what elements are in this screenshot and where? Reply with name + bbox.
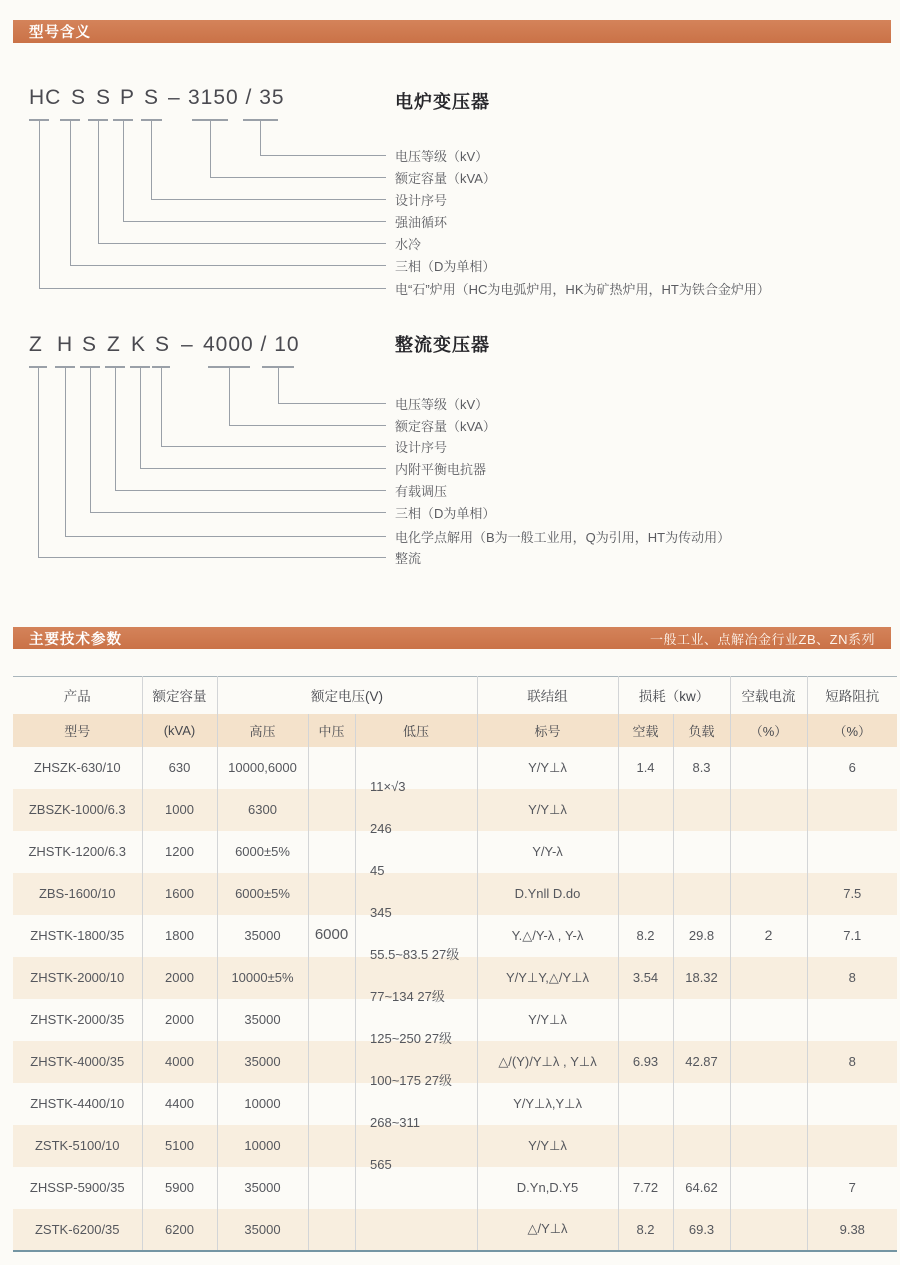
noload-cell [618,999,673,1041]
model-code-part: Z [107,333,121,356]
spec-label: 设计序号 [395,193,448,208]
impedance-cell: 8 [848,1054,856,1069]
mv-cell [308,999,355,1041]
spec-label: 电化学点解用（B为一般工业用，Q为引用，HT为传动用） [395,530,731,545]
current-cell [730,831,807,873]
lv-value: 55.5~83.5 27级 [370,947,460,962]
subheader-model: 型号 [13,714,142,747]
model-code-part: K [131,333,147,356]
current-cell [730,1209,807,1251]
group-cell: D.Yn,D.Y5 [477,1167,618,1209]
model-cell: ZHSTK-2000/10 [13,957,142,999]
impedance-cell: 9.38 [839,1221,865,1237]
model-code-part: S [144,86,160,109]
hv-cell: 35000 [217,915,308,957]
mv-cell [308,747,355,789]
header-noload-current: 空载电流 [730,677,807,714]
model-cell: ZHSTK-4400/10 [13,1083,142,1125]
subheader-load: 负载 [673,714,730,747]
spec-label: 强油循环 [395,215,448,230]
kva-cell: 1200 [142,831,217,873]
header-group: 联结组 [477,677,618,714]
lv-value: 45 [370,863,385,878]
hv-cell: 6300 [217,789,308,831]
load-cell [673,999,730,1041]
load-cell: 29.8 [673,915,730,957]
model-cell: ZHSSP-5900/35 [13,1167,142,1209]
subheader-lv: 低压 [355,714,477,747]
series-note: 一般工业、点解冶金行业ZB、ZN系列 [650,631,875,647]
hv-cell: 35000 [217,999,308,1041]
model-cell: ZHSZK-630/10 [13,747,142,789]
kva-cell: 4000 [142,1041,217,1083]
impedance-cell [807,1083,897,1125]
subheader-mv: 中压 [308,714,355,747]
merged-low-voltage-list [355,766,477,1186]
model-code-part: HC [29,86,62,109]
load-cell [673,1125,730,1167]
subheader-hv: 高压 [217,714,308,747]
current-cell [730,1125,807,1167]
group-cell: Y/Y⊥λ [477,1125,618,1167]
kva-cell: 2000 [142,999,217,1041]
current-cell [730,1041,807,1083]
model-code-part: S [155,333,171,356]
impedance-cell: 8 [848,970,856,985]
model-cell: ZSTK-6200/35 [13,1209,142,1251]
model-code-part: – [181,333,194,356]
group-cell: Y.△/Y-λ , Y-λ [477,915,618,957]
current-cell [730,957,807,999]
hv-cell: 35000 [217,1209,308,1251]
spec-label: 额定容量（kVA） [395,171,496,186]
kva-cell: 1600 [142,873,217,915]
section-title: 型号含义 [29,25,91,41]
diagram-title: 电炉变压器 [395,92,490,112]
noload-cell [618,1083,673,1125]
group-cell: △/Y⊥λ [477,1209,618,1251]
spec-label: 内附平衡电抗器 [395,462,487,477]
spec-label: 电“石”炉用（HC为电弧炉用，HK为矿热炉用，HT为铁合金炉用） [395,282,770,297]
noload-cell [618,1125,673,1167]
model-code-part: S [71,86,87,109]
group-cell: Y/Y⊥λ [477,747,618,789]
impedance-cell: 7.1 [843,928,862,943]
connector-line [39,120,386,289]
kva-cell: 4400 [142,1083,217,1125]
kva-cell: 630 [142,747,217,789]
group-cell: Y/Y⊥λ [477,789,618,831]
current-cell [730,747,807,789]
load-cell [673,831,730,873]
mv-cell [308,873,355,915]
group-cell: Y/Y-λ [477,831,618,873]
spec-label: 电压等级（kV） [395,149,489,164]
lv-value: 345 [370,905,392,920]
mv-cell [308,1167,355,1209]
lv-value: 125~250 27级 [370,1031,453,1046]
diagram-title: 整流变压器 [395,335,490,355]
spec-label: 三相（D为单相） [395,506,496,521]
hv-cell: 35000 [217,1041,308,1083]
lv-cell [355,1209,477,1251]
header-product: 产品 [13,677,142,714]
noload-cell [618,873,673,915]
load-cell: 64.62 [673,1167,730,1209]
subheader-impedance-pct: （%） [807,714,897,747]
table-row [13,1209,897,1251]
spec-label: 设计序号 [395,440,448,455]
noload-cell: 8.2 [618,915,673,957]
mv-cell [308,1083,355,1125]
model-code-part: P [120,86,136,109]
group-cell: △/(Y)/Y⊥λ , Y⊥λ [477,1041,618,1083]
kva-cell: 5100 [142,1125,217,1167]
group-cell: Y/Y⊥λ [477,999,618,1041]
impedance-cell [807,999,897,1041]
subheader-current-pct: （%） [730,714,807,747]
header-impedance: 短路阻抗 [825,689,880,705]
noload-cell: 7.72 [618,1167,673,1209]
impedance-cell [807,831,897,873]
noload-cell: 3.54 [618,957,673,999]
merged-noload-current-value: 2 [764,927,773,943]
model-code-part: H [57,333,74,356]
impedance-cell: 7.5 [843,886,862,901]
spec-label: 额定容量（kVA） [395,419,496,434]
hv-cell: 10000 [217,1083,308,1125]
lv-value: 246 [370,821,392,836]
spec-label: 水冷 [395,237,422,252]
model-code-part: 4000 / 10 [203,333,300,356]
mv-cell [308,1125,355,1167]
model-code-part: 3150 / 35 [188,86,285,109]
spec-label: 有载调压 [395,484,448,499]
lv-value: 565 [370,1157,392,1172]
hv-cell: 10000±5% [217,957,308,999]
current-cell [730,1167,807,1209]
spec-table-wrap [13,676,897,1252]
group-cell: Y/Y⊥λ,Y⊥λ [477,1083,618,1125]
spec-label: 三相（D为单相） [395,259,496,274]
lv-value: 100~175 27级 [370,1073,453,1088]
load-cell: 69.3 [673,1209,730,1251]
model-cell: ZHSTK-4000/35 [13,1041,142,1083]
mv-cell [308,1209,355,1251]
kva-cell: 5900 [142,1167,217,1209]
hv-cell: 35000 [217,1167,308,1209]
hv-cell: 6000±5% [217,831,308,873]
noload-cell: 6.93 [618,1041,673,1083]
noload-cell: 8.2 [618,1209,673,1251]
subheader-noload: 空载 [618,714,673,747]
impedance-cell [807,789,897,831]
impedance-cell: 7 [848,1180,856,1195]
header-voltage: 额定电压(V) [217,677,477,714]
current-cell [730,999,807,1041]
noload-cell [618,831,673,873]
lv-value: 268~311 [370,1115,421,1130]
noload-cell: 1.4 [618,747,673,789]
hv-cell: 10000,6000 [217,747,308,789]
hv-cell: 10000 [217,1125,308,1167]
impedance-cell: 6 [848,760,856,775]
load-cell [673,789,730,831]
model-cell: ZHSTK-1200/6.3 [13,831,142,873]
group-cell: Y/Y⊥Y,△/Y⊥λ [477,957,618,999]
mv-cell [308,957,355,999]
section-title: 主要技术参数 [29,631,122,648]
current-cell [730,873,807,915]
hv-cell: 6000±5% [217,873,308,915]
connector-line [38,367,386,558]
header-kva: 额定容量 [142,677,217,714]
load-cell: 18.32 [673,957,730,999]
header-loss: 损耗（kw） [618,677,730,714]
model-cell: ZHSTK-1800/35 [13,915,142,957]
section-bar-parameters [13,627,891,649]
mv-cell [308,831,355,873]
section-bar-model-meaning [13,20,891,43]
group-cell: D.Ynll D.do [477,873,618,915]
spec-label: 整流 [395,551,422,566]
table-subheader-row [13,714,897,747]
model-code-part: S [96,86,112,109]
model-code-part: – [168,86,181,109]
model-code-part: S [82,333,98,356]
kva-cell: 1000 [142,789,217,831]
model-code-part: Z [29,333,43,356]
load-cell [673,1083,730,1125]
current-cell [730,789,807,831]
noload-cell [618,789,673,831]
load-cell: 8.3 [673,747,730,789]
load-cell: 42.87 [673,1041,730,1083]
subheader-group-label: 标号 [477,714,618,747]
model-cell: ZSTK-5100/10 [13,1125,142,1167]
load-cell [673,873,730,915]
kva-cell: 1800 [142,915,217,957]
spec-label: 电压等级（kV） [395,397,489,412]
model-cell: ZBSZK-1000/6.3 [13,789,142,831]
lv-value: 77~134 27级 [370,989,445,1004]
kva-cell: 6200 [142,1209,217,1251]
lv-value: 11×√3 [370,779,406,794]
subheader-kva: (kVA) [142,714,217,747]
kva-cell: 2000 [142,957,217,999]
merged-mid-voltage-value: 6000 [314,926,349,943]
model-cell: ZBS-1600/10 [13,873,142,915]
current-cell [730,1083,807,1125]
mv-cell [308,789,355,831]
impedance-cell [807,1125,897,1167]
table-header-row [13,677,897,714]
mv-cell [308,1041,355,1083]
model-cell: ZHSTK-2000/35 [13,999,142,1041]
